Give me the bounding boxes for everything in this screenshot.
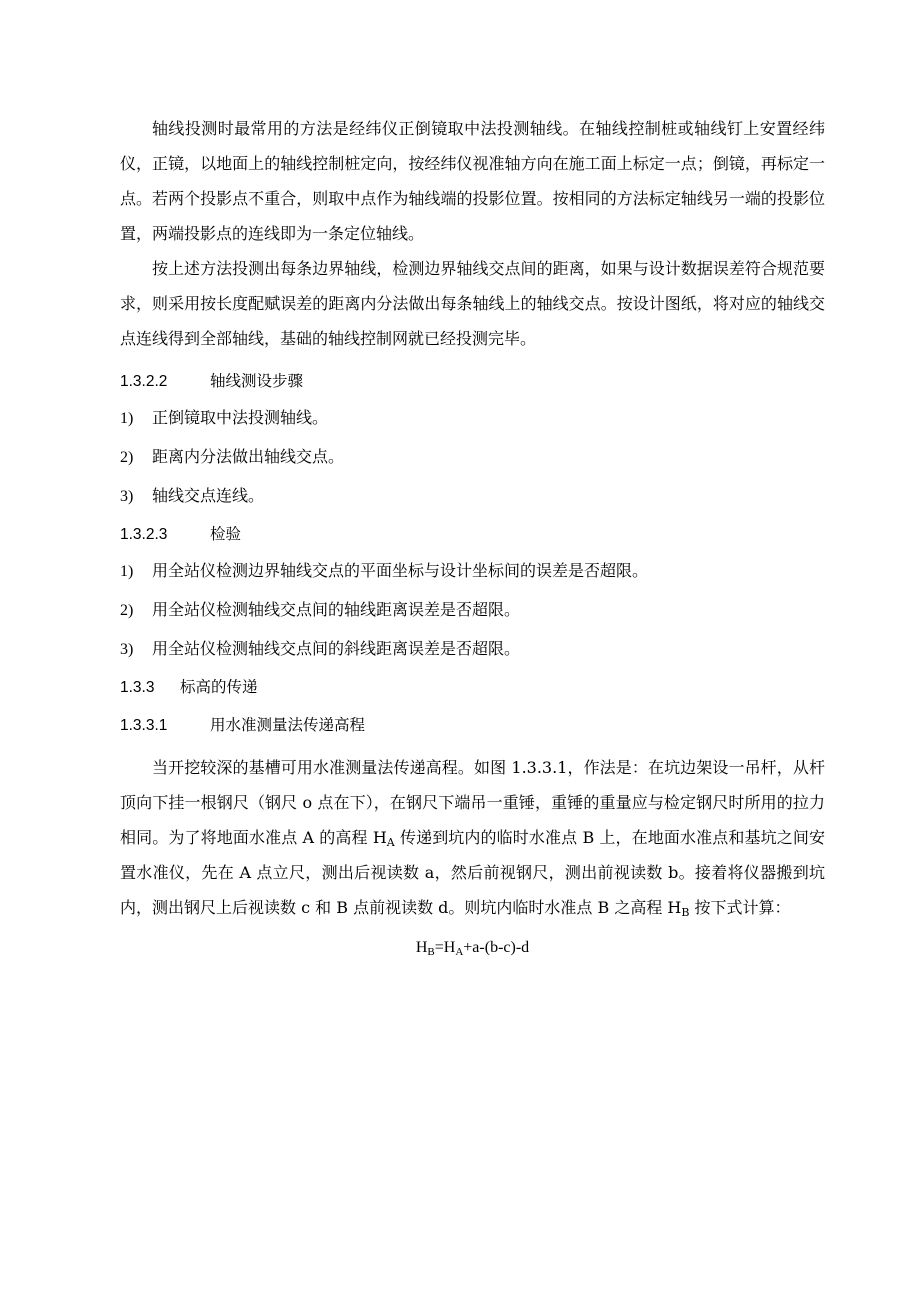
heading-title: 标高的传递 (180, 679, 258, 696)
list-number: 2) (120, 449, 134, 466)
list-item (120, 559, 825, 584)
heading-number: 1.3.3 (120, 679, 155, 696)
list-text: 距离内分法做出轴线交点。 (152, 447, 345, 466)
inspection-list (120, 559, 825, 662)
paragraph-boundary-axes: 按上述方法投测出每条边界轴线，检测边界轴线交点间的距离，如果与设计数据误差符合规范要求，则采用按长度配赋误差的距离内分法做出每条轴线上的轴线交点。按设计图纸，将对应的轴线交点连线得到全部轴线，基础的轴线控制网就已经投测完毕。 (120, 259, 825, 348)
list-item (120, 445, 825, 470)
steps-list (120, 406, 825, 509)
list-number: 2) (120, 602, 134, 619)
heading-1322 (120, 370, 825, 394)
list-item (120, 598, 825, 623)
list-text: 正倒镜取中法投测轴线。 (152, 408, 329, 427)
list-text: 用全站仪检测轴线交点间的斜线距离误差是否超限。 (152, 639, 521, 658)
list-item (120, 484, 825, 509)
list-number: 3) (120, 488, 134, 505)
heading-title: 用水准测量法传递高程 (210, 717, 366, 734)
elevation-formula: $H_B=H_A+a-(b-c)-d$ (415, 939, 530, 958)
paragraph-leveling-method: 当开挖较深的基槽可用水准测量法传递高程。如图 1.3.3.1，作法是：在坑边架设一吊杆，从杆顶向下挂一根钢尺（钢尺 o 点在下），在钢尺下端吊一重锤，重锤的重量应与检定钢尺时所用的拉力相同。为了将地面水准点 A 的高程 $H_A$ 传递到坑内的临时水准点 B 上，在地面水准点和基坑之间安置水准仪，先在 A 点立尺，测出后视读数 a，然后前视钢尺，测出前视读数 b。接着将仪器搬到坑内，测出钢尺上后视读数 c 和 B 点前视读数 d。则坑内临时水准点 B 之高程 $H_B$ 按下式计算： (120, 758, 825, 919)
list-item (120, 637, 825, 662)
heading-1323 (120, 523, 825, 547)
heading-number: 1.3.2.2 (120, 373, 168, 390)
heading-title: 检验 (210, 526, 242, 543)
heading-number: 1.3.2.3 (120, 526, 168, 543)
heading-133 (120, 676, 825, 700)
list-number: 3) (120, 641, 134, 658)
list-number: 1) (120, 563, 134, 580)
heading-number: 1.3.3.1 (120, 717, 168, 734)
heading-title: 轴线测设步骤 (210, 373, 304, 390)
list-text: 轴线交点连线。 (152, 486, 265, 505)
list-number: 1) (120, 410, 134, 427)
paragraph-axis-projection: 轴线投测时最常用的方法是经纬仪正倒镜取中法投测轴线。在轴线控制桩或轴线钉上安置经纬仪，正镜，以地面上的轴线控制桩定向，按经纬仪视准轴方向在施工面上标定一点；倒镜，再标定一点。若两个投影点不重合，则取中点作为轴线端的投影位置。按相同的方法标定轴线另一端的投影位置，两端投影点的连线即为一条定位轴线。 (120, 119, 825, 243)
heading-1331 (120, 714, 825, 738)
list-text: 用全站仪检测边界轴线交点的平面坐标与设计坐标间的误差是否超限。 (152, 561, 649, 580)
list-item (120, 406, 825, 431)
list-text: 用全站仪检测轴线交点间的轴线距离误差是否超限。 (152, 600, 521, 619)
